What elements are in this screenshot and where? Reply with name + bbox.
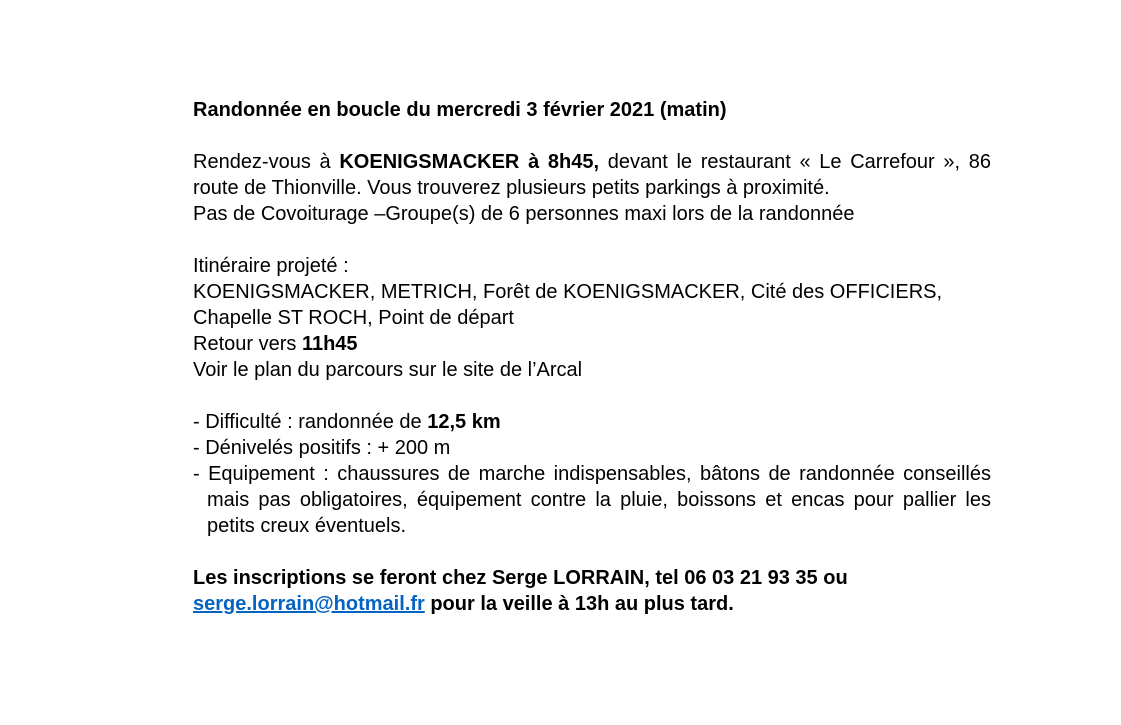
carpool-note: Pas de Covoiturage –Groupe(s) de 6 personnes maxi lors de la randonnée	[193, 203, 855, 225]
meeting-prefix: Rendez-vous à	[193, 151, 340, 173]
difficulty-prefix: - Difficulté : randonnée de	[193, 411, 428, 433]
spacer	[193, 383, 991, 409]
meeting-place-time: KOENIGSMACKER à 8h45,	[339, 151, 600, 173]
meeting-paragraph	[193, 149, 991, 201]
map-note: Voir le plan du parcours sur le site de l’Arcal	[193, 359, 583, 381]
spacer	[193, 227, 991, 253]
meeting-details: devant le restaurant « Le Carrefour », 86 route de Thionville. Vous trouverez plusieurs petits parkings à proximité.	[193, 151, 992, 199]
elevation-item: - Dénivelés positifs : + 200 m	[193, 437, 451, 459]
registration-suffix: pour la veille à 13h au plus tard.	[424, 593, 734, 615]
itinerary-label: Itinéraire projeté :	[193, 255, 349, 277]
itinerary-route: KOENIGSMACKER, METRICH, Forêt de KOENIGSMACKER, Cité des OFFICIERS, Chapelle ST ROCH, Point de départ	[193, 281, 943, 329]
document-page	[193, 97, 991, 617]
registration-text: Les inscriptions se feront chez Serge LORRAIN, tel 06 03 21 93 35 ou	[193, 567, 848, 589]
registration-paragraph	[193, 565, 991, 617]
equipment-item: - Equipement : chaussures de marche indispensables, bâtons de randonnée conseillés mais pas obligatoires, équipement contre la pluie, boissons et encas pour pallier les petits creux éventuels.	[193, 463, 991, 537]
difficulty-value: 12,5 km	[427, 411, 501, 433]
return-prefix: Retour vers	[193, 333, 302, 355]
email-link[interactable]: serge.lorrain@hotmail.fr	[193, 593, 425, 615]
return-time: 11h45	[301, 333, 358, 355]
return-line	[193, 331, 991, 357]
document-title: Randonnée en boucle du mercredi 3 février 2021 (matin)	[193, 99, 727, 121]
difficulty-item	[193, 409, 991, 435]
spacer	[193, 539, 991, 565]
